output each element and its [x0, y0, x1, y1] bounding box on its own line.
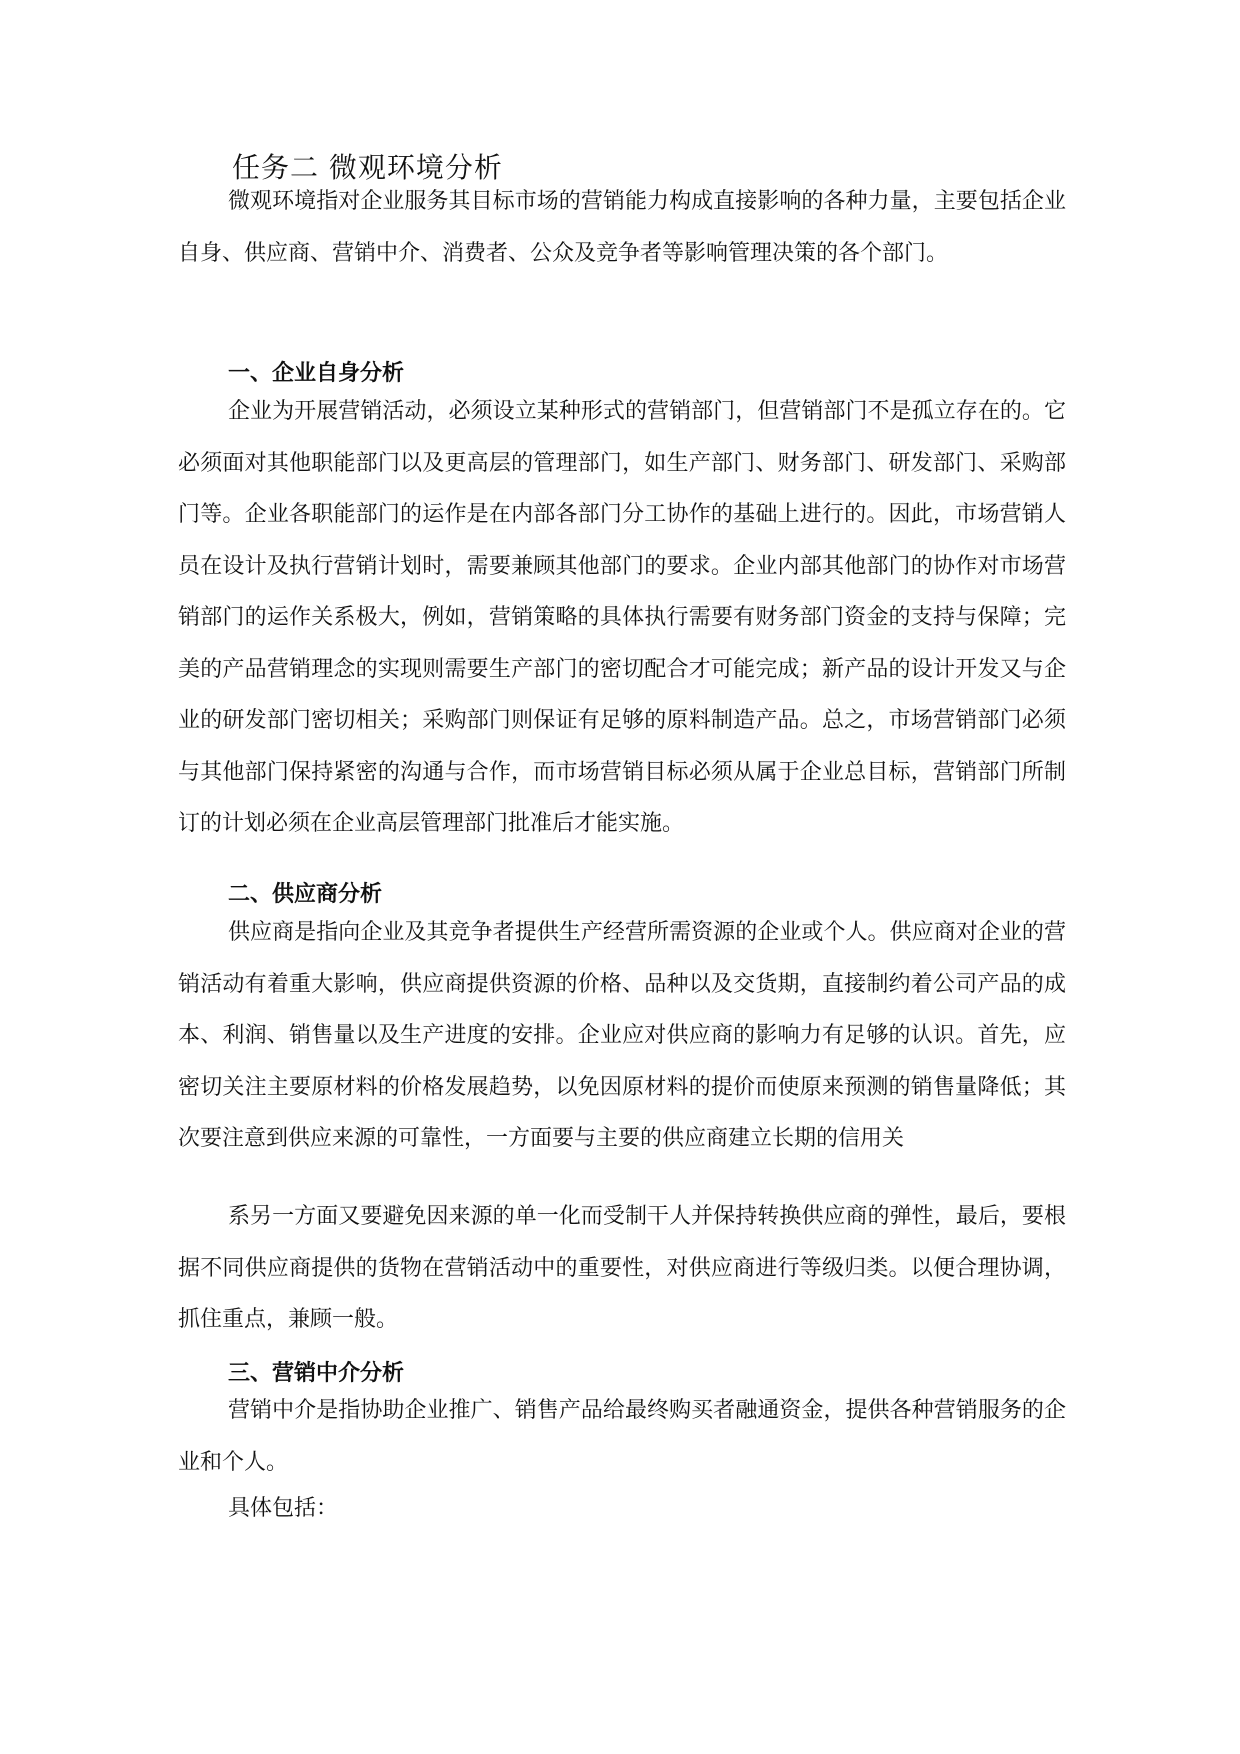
intro-paragraph: 微观环境指对企业服务其目标市场的营销能力构成直接影响的各种力量，主要包括企业自身、供应商、营销中介、消费者、公众及竞争者等影响管理决策的各个部门。 — [178, 189, 1066, 266]
section-paragraph-suppliers-2: 系另一方面又要避免因来源的单一化而受制干人并保持转换供应商的弹性，最后，要根据不同供应商提供的货物在营销活动中的重要性，对供应商进行等级归类。以便合理协调，抓住重点，兼顾一般。 — [178, 1204, 1066, 1332]
section-paragraph-includes: 具体包括： — [228, 1496, 339, 1521]
section-heading-suppliers: 二、供应商分析 — [228, 882, 383, 907]
section-heading-company: 一、企业自身分析 — [228, 361, 405, 386]
section-heading-intermediaries: 三、营销中介分析 — [228, 1361, 405, 1386]
section-paragraph-intermediaries: 营销中介是指协助企业推广、销售产品给最终购买者融通资金，提供各种营销服务的企业和个人。 — [178, 1398, 1066, 1475]
section-paragraph-company: 企业为开展营销活动，必须设立某种形式的营销部门，但营销部门不是孤立存在的。它必须面对其他职能部门以及更高层的管理部门，如生产部门、财务部门、研发部门、采购部门等。企业各职能部门的运作是在内部各部门分工协作的基础上进行的。因此，市场营销人员在设计及执行营销计划时，需要兼顾其他部门的要求。企业内部其他部门的协作对市场营销部门的运作关系极大，例如，营销策略的具体执行需要有财务部门资金的支持与保障；完美的产品营销理念的实现则需要生产部门的密切配合才可能完成；新产品的设计开发又与企业的研发部门密切相关；采购部门则保证有足够的原料制造产品。总之，市场营销部门必须与其他部门保持紧密的沟通与合作，而市场营销目标必须从属于企业总目标，营销部门所制订的计划必须在企业高层管理部门批准后才能实施。 — [178, 399, 1066, 836]
page-title: 任务二 微观环境分析 — [232, 151, 503, 184]
section-paragraph-suppliers-1: 供应商是指向企业及其竞争者提供生产经营所需资源的企业或个人。供应商对企业的营销活动有着重大影响，供应商提供资源的价格、品种以及交货期，直接制约着公司产品的成本、利润、销售量以及生产进度的安排。企业应对供应商的影响力有足够的认识。首先，应密切关注主要原材料的价格发展趋势，以免因原材料的提价而使原来预测的销售量降低；其次要注意到供应来源的可靠性，一方面要与主要的供应商建立长期的信用关 — [178, 920, 1066, 1151]
